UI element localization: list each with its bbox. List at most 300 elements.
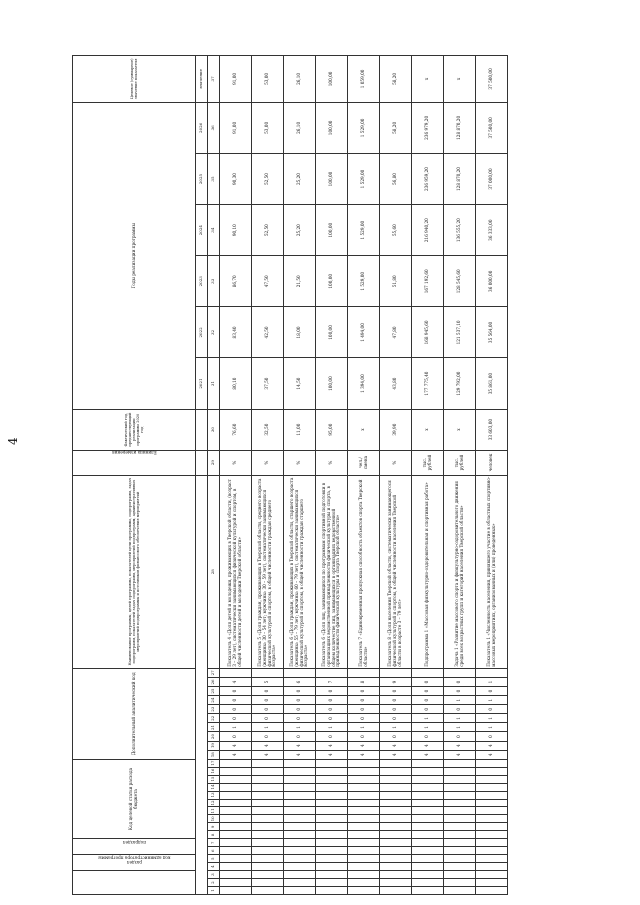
- code-cell: 0: [412, 732, 444, 741]
- code-cell: [412, 791, 444, 799]
- year-2025: 2025: [196, 153, 208, 204]
- code-cell: [284, 847, 316, 855]
- code-cell: [348, 767, 380, 775]
- code-cell: 4: [252, 750, 284, 759]
- row-year-value: 37,50: [252, 358, 284, 409]
- code-cell: [476, 791, 508, 799]
- column-number: 7: [208, 839, 220, 847]
- row-year-value: 37 500,00: [476, 102, 508, 153]
- row-year-value: 1 494,00: [348, 307, 380, 358]
- code-cell: [380, 759, 412, 767]
- header-fact-year: Фактический год, предшествующий реализации программы 2020 год: [73, 409, 196, 450]
- code-cell: 4: [348, 750, 380, 759]
- code-cell: [220, 839, 252, 847]
- code-cell: 6: [284, 677, 316, 686]
- year-2021: 2021: [196, 358, 208, 409]
- code-cell: [412, 887, 444, 895]
- row-year-value: 136 555,20: [444, 205, 476, 256]
- code-cell: [252, 831, 284, 839]
- column-number: 26: [208, 677, 220, 686]
- row-year-value: 53,00: [252, 102, 284, 153]
- code-cell: [316, 775, 348, 783]
- header-kcsr: Код целевой статьи расхода бюджета: [73, 759, 196, 839]
- row-name: Показатель 5 «Доля граждан, проживающих в Тверской области, среднего возраста (женщины: 30 – 54 лет; мужчины: 30 – 59 лет), систематически занимающихся физической культурой и спортом, в общей численности граждан среднего возраста»: [252, 475, 284, 668]
- row-year-value: 168 945,60: [412, 307, 444, 358]
- column-number: 2: [208, 879, 220, 887]
- year-2024: 2024: [196, 205, 208, 256]
- row-year-value: 25,20: [284, 153, 316, 204]
- row-name: Показатель 7 «Единовременная пропускная способность объектов спорта Тверской области»: [348, 475, 380, 668]
- row-year-value: 1 529,00: [348, 256, 380, 307]
- code-cell: [252, 847, 284, 855]
- row-year-value: 47,80: [380, 307, 412, 358]
- code-cell: [284, 767, 316, 775]
- code-cell: 0: [444, 677, 476, 686]
- code-cell: [444, 887, 476, 895]
- code-cell: [412, 879, 444, 887]
- code-cell: [284, 791, 316, 799]
- row-name: Показатель 4 «Доля детей и молодежи, проживающих в Тверской области, (возраст 3 – 29 лет), систематически занимающихся физической культурой и спортом, в общей численности детей и молодежи Тверской области»: [220, 475, 252, 668]
- code-cell: [284, 807, 316, 815]
- code-cell: 0: [348, 687, 380, 696]
- column-number: 14: [208, 783, 220, 791]
- code-cell: 5: [252, 677, 284, 686]
- code-cell: [444, 839, 476, 847]
- code-cell: [380, 799, 412, 807]
- row-unit: %: [316, 450, 348, 475]
- row-target: 37 500,00: [476, 56, 508, 103]
- column-number: 31: [208, 358, 220, 409]
- code-cell: [348, 759, 380, 767]
- row-name: Задача 1 «Развитие массового спорта и физкультурно-оздоровительного движения среди всех возрастных групп и категорий населения Тверской области»: [444, 475, 476, 668]
- column-number: 11: [208, 807, 220, 815]
- code-cell: 0: [348, 714, 380, 723]
- code-cell: [284, 823, 316, 831]
- row-fact: х: [348, 409, 380, 450]
- code-cell: [252, 887, 284, 895]
- row-fact: 95,00: [316, 409, 348, 450]
- row-target: 1 059,00: [348, 56, 380, 103]
- column-number: 20: [208, 732, 220, 741]
- row-fact: 33 603,00: [476, 409, 508, 450]
- code-cell: [284, 831, 316, 839]
- code-cell: 8: [348, 677, 380, 686]
- row-target: 100,00: [316, 56, 348, 103]
- row-name: Показатель 1 «Численность населения, принявшего участие в областных спортивно-массовых мероприятиях, организованных и (или) проведенных»: [476, 475, 508, 668]
- row-name: Показатель 6 «Доля граждан, проживающих в Тверской области, старшего возраста (женщины: 55 – 79 лет; мужчины: 60 – 79 лет), систематически занимающихся физической культурой и спортом, в общей численности граждан старшего возраста»: [284, 475, 316, 668]
- code-cell: [284, 799, 316, 807]
- code-cell: [476, 668, 508, 677]
- row-year-value: 51,80: [380, 256, 412, 307]
- code-cell: [316, 791, 348, 799]
- code-cell: [252, 775, 284, 783]
- column-number: 1: [208, 887, 220, 895]
- code-cell: [252, 799, 284, 807]
- column-number: 8: [208, 831, 220, 839]
- column-numbers-row: [208, 56, 220, 895]
- code-cell: [412, 871, 444, 879]
- row-year-value: 100,00: [316, 358, 348, 409]
- code-cell: [348, 775, 380, 783]
- table-row: [252, 56, 284, 895]
- code-cell: 1: [444, 696, 476, 705]
- table-row: [412, 56, 444, 895]
- code-cell: [284, 668, 316, 677]
- code-cell: [252, 767, 284, 775]
- code-cell: 0: [284, 732, 316, 741]
- code-cell: [444, 815, 476, 823]
- code-cell: 0: [252, 714, 284, 723]
- code-cell: 4: [316, 741, 348, 750]
- header-target: Целевое (суммарное) значение показателя: [73, 56, 196, 103]
- code-cell: 0: [412, 705, 444, 714]
- code-cell: [252, 815, 284, 823]
- row-year-value: 1 529,00: [348, 102, 380, 153]
- header-analytic-group: Дополнительный аналитический код: [73, 668, 196, 759]
- column-number: 18: [208, 750, 220, 759]
- column-number: 23: [208, 705, 220, 714]
- column-number: 4: [208, 863, 220, 871]
- code-cell: [316, 807, 348, 815]
- row-unit: %: [284, 450, 316, 475]
- code-cell: 0: [252, 687, 284, 696]
- code-cell: 0: [284, 696, 316, 705]
- year-2023: 2023: [196, 256, 208, 307]
- column-number: 34: [208, 205, 220, 256]
- code-cell: 0: [348, 732, 380, 741]
- column-number: 6: [208, 847, 220, 855]
- code-cell: [220, 759, 252, 767]
- table-row: [220, 56, 252, 895]
- code-cell: [220, 775, 252, 783]
- code-cell: 0: [316, 732, 348, 741]
- row-year-value: 36 333,00: [476, 205, 508, 256]
- header-podrazdel: подраздел: [73, 839, 196, 855]
- code-cell: [380, 668, 412, 677]
- code-cell: [316, 799, 348, 807]
- code-cell: 0: [220, 687, 252, 696]
- code-cell: [220, 815, 252, 823]
- row-year-value: 216 940,20: [412, 205, 444, 256]
- row-year-value: 100,00: [316, 153, 348, 204]
- code-cell: 4: [412, 750, 444, 759]
- code-cell: [220, 823, 252, 831]
- code-cell: 4: [220, 741, 252, 750]
- row-target: 91,00: [220, 56, 252, 103]
- row-year-value: 177 775,40: [412, 358, 444, 409]
- row-fact: 76,60: [220, 409, 252, 450]
- code-cell: 1: [252, 723, 284, 732]
- code-cell: [380, 839, 412, 847]
- code-cell: [348, 879, 380, 887]
- code-cell: [444, 863, 476, 871]
- column-number: 32: [208, 307, 220, 358]
- code-cell: 0: [220, 696, 252, 705]
- code-cell: [348, 799, 380, 807]
- code-cell: [316, 887, 348, 895]
- row-unit: тыс. рублей: [412, 450, 444, 475]
- code-cell: 0: [348, 705, 380, 714]
- code-cell: 1: [380, 723, 412, 732]
- code-cell: 4: [220, 677, 252, 686]
- code-cell: 0: [476, 705, 508, 714]
- code-cell: [348, 815, 380, 823]
- row-year-value: 35 564,00: [476, 307, 508, 358]
- code-cell: [476, 783, 508, 791]
- code-cell: [348, 791, 380, 799]
- code-cell: [412, 759, 444, 767]
- code-cell: 0: [252, 705, 284, 714]
- code-cell: 0: [348, 696, 380, 705]
- code-cell: [444, 871, 476, 879]
- column-number: 25: [208, 687, 220, 696]
- code-cell: 1: [412, 714, 444, 723]
- code-cell: [444, 847, 476, 855]
- table-row: [348, 56, 380, 895]
- code-cell: 0: [316, 714, 348, 723]
- code-cell: 0: [284, 714, 316, 723]
- code-cell: [316, 879, 348, 887]
- year-row-spacer: [196, 475, 208, 894]
- code-cell: [252, 871, 284, 879]
- code-cell: 1: [444, 723, 476, 732]
- code-cell: 0: [284, 705, 316, 714]
- column-number: 30: [208, 409, 220, 450]
- code-cell: [220, 863, 252, 871]
- page-number: 4: [6, 437, 20, 445]
- header-razdel: раздел: [73, 855, 196, 871]
- code-cell: 1: [476, 723, 508, 732]
- code-cell: [316, 767, 348, 775]
- column-number: 10: [208, 815, 220, 823]
- row-fact: 32,50: [252, 409, 284, 450]
- code-cell: [348, 863, 380, 871]
- code-cell: 0: [380, 687, 412, 696]
- header-years-group: Годы реализации программы: [73, 102, 196, 409]
- code-cell: [316, 823, 348, 831]
- code-cell: 0: [412, 687, 444, 696]
- column-number: 24: [208, 696, 220, 705]
- row-year-value: 128 870,20: [444, 102, 476, 153]
- code-cell: [412, 783, 444, 791]
- code-cell: [252, 783, 284, 791]
- row-year-value: 83,40: [220, 307, 252, 358]
- row-unit: %: [220, 450, 252, 475]
- column-number: 22: [208, 714, 220, 723]
- column-number: 19: [208, 741, 220, 750]
- code-cell: [284, 759, 316, 767]
- code-cell: 0: [220, 705, 252, 714]
- code-cell: [380, 831, 412, 839]
- row-year-value: 43,80: [380, 358, 412, 409]
- code-cell: [348, 847, 380, 855]
- row-year-value: 100,00: [316, 102, 348, 153]
- code-cell: [284, 775, 316, 783]
- code-cell: [444, 775, 476, 783]
- row-year-value: 36 000,00: [476, 256, 508, 307]
- row-year-value: 1 529,00: [348, 153, 380, 204]
- row-unit: %: [252, 450, 284, 475]
- code-cell: [476, 831, 508, 839]
- code-cell: [412, 863, 444, 871]
- code-cell: [476, 759, 508, 767]
- row-year-value: 80,10: [220, 358, 252, 409]
- code-cell: [444, 791, 476, 799]
- row-name: Показатель 8 «Доля населения Тверской области, систематически занимающегося физической культурой и спортом, в общей численности населения Тверской области в возрасте 3 – 79 лет»: [380, 475, 412, 668]
- code-cell: [476, 879, 508, 887]
- header-name: Наименование программы, целей программы, показателей цели программы, подпрограмм, задач подпрограмм, показателей задач подпрограмм, мероприятий подпрограмм, административных мероприятий подпрограммы и источников финансового обеспечения мероприятий: [73, 475, 196, 668]
- code-cell: [476, 855, 508, 863]
- code-cell: 1: [284, 723, 316, 732]
- code-cell: 4: [476, 750, 508, 759]
- code-cell: 0: [380, 714, 412, 723]
- code-cell: [220, 855, 252, 863]
- code-cell: [380, 887, 412, 895]
- row-unit: тыс. рублей: [444, 450, 476, 475]
- row-year-value: 121 537,10: [444, 307, 476, 358]
- row-fact: х: [444, 409, 476, 450]
- code-cell: 1: [476, 696, 508, 705]
- code-cell: [348, 783, 380, 791]
- code-cell: [316, 783, 348, 791]
- code-cell: [252, 791, 284, 799]
- code-cell: [316, 759, 348, 767]
- row-year-value: 100,00: [316, 256, 348, 307]
- table-row: [316, 56, 348, 895]
- column-number: 12: [208, 799, 220, 807]
- column-number: 37: [208, 56, 220, 103]
- row-year-value: 14,50: [284, 358, 316, 409]
- row-year-value: 91,00: [220, 102, 252, 153]
- column-number: 17: [208, 759, 220, 767]
- code-cell: [316, 871, 348, 879]
- year-row: [196, 56, 208, 895]
- code-cell: 7: [316, 677, 348, 686]
- code-cell: [284, 863, 316, 871]
- row-target: 26,10: [284, 56, 316, 103]
- column-number: 15: [208, 775, 220, 783]
- code-cell: [444, 831, 476, 839]
- table-row: [444, 56, 476, 895]
- code-cell: [252, 823, 284, 831]
- code-cell: 0: [316, 705, 348, 714]
- code-cell: [252, 879, 284, 887]
- code-cell: [348, 855, 380, 863]
- code-cell: [380, 871, 412, 879]
- code-cell: 4: [284, 750, 316, 759]
- code-cell: [316, 668, 348, 677]
- code-cell: [348, 823, 380, 831]
- code-cell: [316, 855, 348, 863]
- code-cell: [412, 815, 444, 823]
- row-year-value: 52,50: [252, 205, 284, 256]
- code-cell: [316, 847, 348, 855]
- code-cell: [476, 847, 508, 855]
- code-cell: [348, 871, 380, 879]
- code-cell: [380, 847, 412, 855]
- code-cell: 0: [316, 696, 348, 705]
- code-cell: [476, 839, 508, 847]
- code-cell: [476, 767, 508, 775]
- code-cell: [444, 783, 476, 791]
- code-cell: 0: [220, 732, 252, 741]
- row-year-value: 86,70: [220, 256, 252, 307]
- code-cell: 1: [476, 677, 508, 686]
- code-cell: [444, 855, 476, 863]
- code-cell: [380, 775, 412, 783]
- code-cell: [220, 799, 252, 807]
- row-target: х: [444, 56, 476, 103]
- code-cell: 1: [316, 723, 348, 732]
- code-cell: [476, 815, 508, 823]
- code-cell: [476, 823, 508, 831]
- code-cell: [476, 775, 508, 783]
- row-year-value: 90,10: [220, 205, 252, 256]
- code-cell: [412, 668, 444, 677]
- code-cell: [412, 799, 444, 807]
- code-cell: 0: [284, 687, 316, 696]
- code-cell: [380, 823, 412, 831]
- code-cell: [380, 855, 412, 863]
- row-year-value: 128 870,20: [444, 153, 476, 204]
- code-cell: 0: [412, 696, 444, 705]
- code-cell: [444, 799, 476, 807]
- code-cell: 0: [380, 696, 412, 705]
- code-cell: [252, 668, 284, 677]
- row-year-value: 52,50: [252, 153, 284, 204]
- code-cell: 0: [444, 687, 476, 696]
- code-cell: [412, 855, 444, 863]
- code-cell: 0: [380, 732, 412, 741]
- code-cell: [252, 855, 284, 863]
- code-cell: 4: [220, 750, 252, 759]
- row-year-value: 25,20: [284, 205, 316, 256]
- code-cell: 0: [252, 696, 284, 705]
- code-cell: 1: [412, 723, 444, 732]
- code-cell: [220, 879, 252, 887]
- code-cell: 1: [220, 723, 252, 732]
- row-year-value: 100,00: [316, 307, 348, 358]
- year-2026: 2026: [196, 102, 208, 153]
- row-year-value: 236 959,20: [412, 153, 444, 204]
- row-fact: х: [412, 409, 444, 450]
- code-cell: [284, 839, 316, 847]
- code-cell: [412, 839, 444, 847]
- column-number: 29: [208, 450, 220, 475]
- header-row: [73, 56, 196, 895]
- code-cell: [380, 791, 412, 799]
- row-year-value: 55,60: [380, 205, 412, 256]
- row-year-value: 37 000,00: [476, 153, 508, 204]
- code-cell: [316, 831, 348, 839]
- code-cell: [348, 831, 380, 839]
- code-cell: [316, 815, 348, 823]
- target-value-label: значение: [196, 56, 208, 103]
- code-cell: 0: [476, 732, 508, 741]
- row-year-value: 35 861,00: [476, 358, 508, 409]
- code-cell: 1: [444, 714, 476, 723]
- code-cell: 4: [252, 741, 284, 750]
- row-unit: %: [380, 450, 412, 475]
- code-cell: 4: [380, 750, 412, 759]
- code-cell: [252, 863, 284, 871]
- code-cell: [412, 775, 444, 783]
- row-year-value: 128 545,60: [444, 256, 476, 307]
- row-year-value: 56,80: [380, 153, 412, 204]
- code-cell: [220, 831, 252, 839]
- code-cell: [348, 668, 380, 677]
- column-number: 9: [208, 823, 220, 831]
